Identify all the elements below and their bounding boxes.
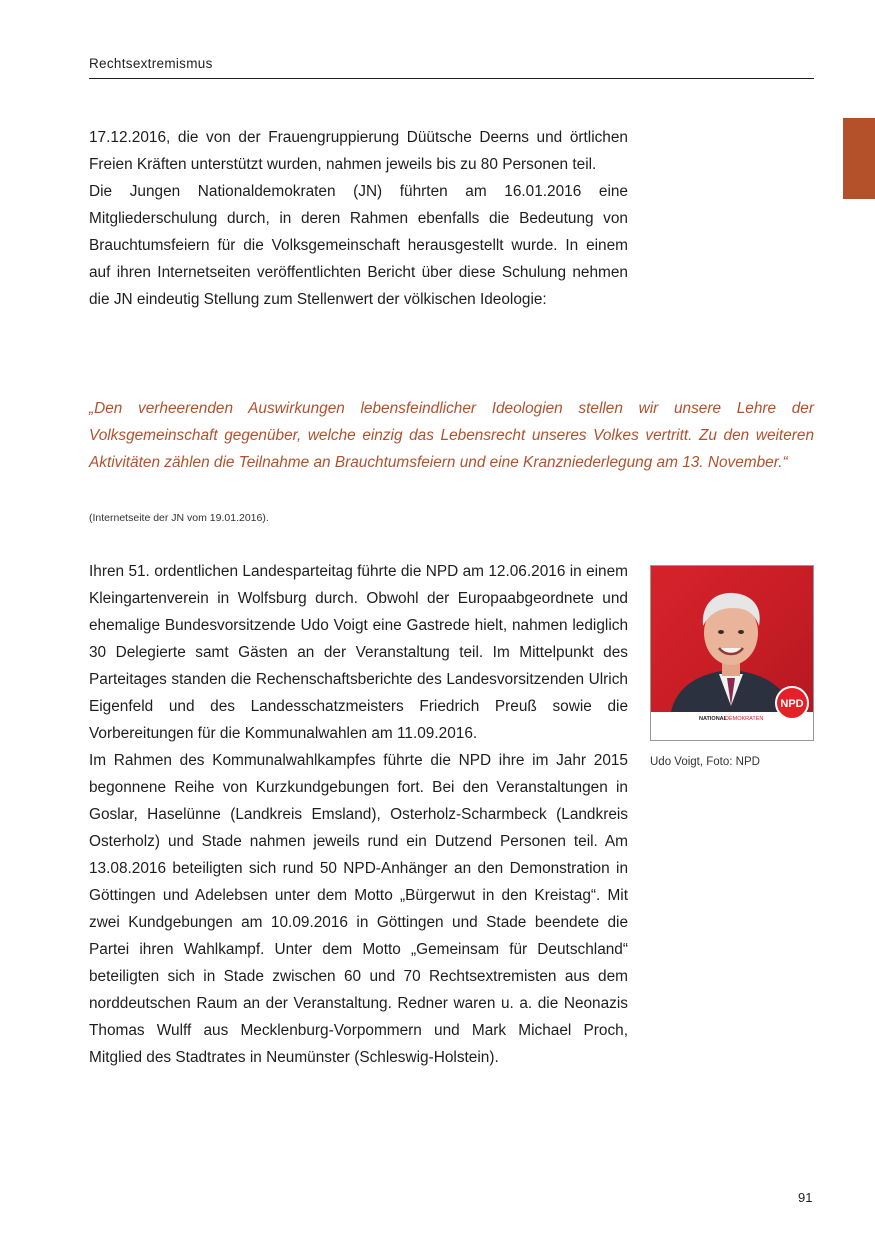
photo-caption: Udo Voigt, Foto: NPD: [650, 756, 760, 768]
paragraph: Die Jungen Nationaldemokraten (JN) führten am 16.01.2016 eine Mitgliederschulung durch, in deren Rahmen ebenfalls die Bedeutung von Brauchtumsfeiern für die Volksgemeinschaft herausgestellt wurde. In einem auf ihren Internetseiten veröffentlichten Bericht über diese Schulung nehmen die JN eindeutig Stellung zum Stellenwert der völkischen Ideologie:: [89, 183, 628, 308]
npd-logo-text: NPD: [780, 698, 804, 710]
header-rule: [89, 78, 814, 79]
chapter-tab-marker: [843, 118, 875, 199]
portrait-illustration: [651, 566, 813, 740]
body-text-block-1: [89, 124, 628, 313]
body-text-block-2: [89, 558, 628, 1071]
portrait-photo: [650, 565, 814, 741]
block-quote: „Den verheerenden Auswirkungen lebensfeindlicher Ideologien stellen wir unsere Lehre der Volksgemeinschaft gegenüber, welche einzig das Lebensrecht unseres Volkes vertritt. Zu den weiteren Aktivitäten zählen die Teilnahme an Brauchtumsfeiern und eine Kranzniederlegung am 13. November.“: [89, 400, 814, 471]
paragraph: 17.12.2016, die von der Frauengruppierung Düütsche Deerns und örtlichen Freien Kräften unterstützt wurden, nahmen jeweils bis zu 80 Personen teil.: [89, 129, 628, 173]
paragraph: Ihren 51. ordentlichen Landesparteitag führte die NPD am 12.06.2016 in einem Kleingartenverein in Wolfsburg durch. Obwohl der Europaabgeordnete und ehemalige Bundesvorsitzende Udo Voigt eine Gastrede hielt, nahmen lediglich 30 Delegierte samt Gästen an der Veranstaltung teil. Im Mittelpunkt des Parteitages standen die Rechenschaftsberichte des Landesvorsitzenden Ulrich Eigenfeld und des Landesschatzmeisters Friedrich Preuß sowie die Vorbereitungen für die Kommunalwahlen am 11.09.2016.: [89, 563, 628, 742]
running-header: Rechtsextremismus: [89, 56, 213, 71]
banner-text-national: NATIONAL: [699, 716, 728, 722]
banner-text-demokraten: DEMOKRATEN: [725, 716, 764, 722]
paragraph: Im Rahmen des Kommunalwahlkampfes führte die NPD ihre im Jahr 2015 begonnene Reihe von Kurzkundgebungen fort. Bei den Veranstaltungen in Goslar, Haselünne (Landkreis Emsland), Osterholz-Scharmbeck (Landkreis Osterholz) und Stade nahmen jeweils rund ein Dutzend Personen teil. Am 13.08.2016 beteiligten sich rund 50 NPD-Anhänger an den Demonstration in Göttingen und Adelebsen unter dem Motto „Bürgerwut in den Kreistag“. Mit zwei Kundgebungen am 10.09.2016 in Göttingen und Stade beendete die Partei ihren Wahlkampf. Unter dem Motto „Gemeinsam für Deutschland“ beteiligten sich in Stade zwischen 60 und 70 Rechtsextremisten aus dem norddeutschen Raum an der Veranstaltung. Redner waren u. a. die Neonazis Thomas Wulff aus Mecklenburg-Vorpommern und Mark Michael Proch, Mitglied des Stadtrates in Neumünster (Schleswig-Holstein).: [89, 752, 628, 1066]
quote-source: (Internetseite der JN vom 19.01.2016).: [89, 512, 269, 524]
page-number: 91: [798, 1190, 813, 1205]
